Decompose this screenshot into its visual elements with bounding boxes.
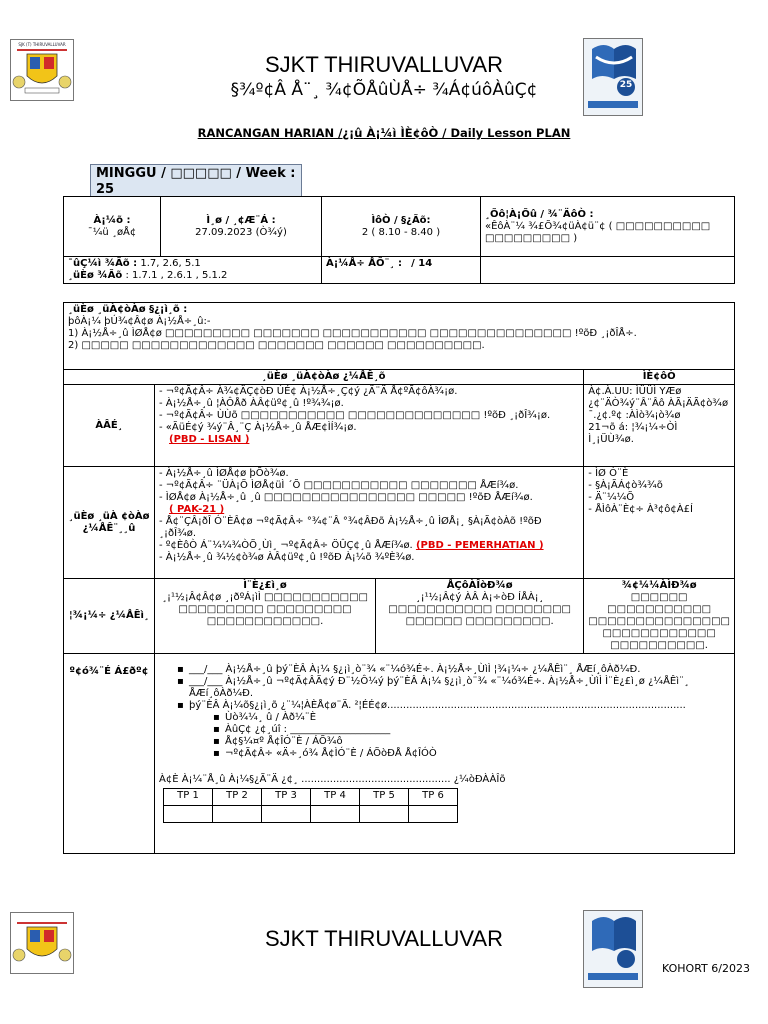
tp-cell[interactable]	[360, 806, 409, 823]
reason-item: ▪ Å¢§¼¤º Å¢ÎÓ¨È / ÁÕ¾ô	[213, 736, 730, 748]
row-main-notes: - ÌØ Ó¨È - §À¡ÃÁ¢ò¾¾õ - Ä¨¼¼Õ - ÅÌôÀ¨È¢÷ À³¢ô¢À£Í	[584, 467, 735, 579]
followup-col-enrichment: ÅÇôÀÎòÐ¾ø ¸¡¹½¡Â¢ý ÀÂ À¡÷òÐ ÍÅÀ¡¸ □□□□□□□□□□□ □□□□□□□□ □□□□□□ □□□□□□□□□.	[376, 579, 584, 654]
tp-cell[interactable]	[164, 806, 213, 823]
tp-level-1: TP 1	[164, 789, 213, 806]
activity-header: ¸üÈø ¸üÀ¢òÀø ¿¼ÅÊ¸õ	[64, 370, 584, 385]
followup-col-remedial: Ì¨È¿£ì¸ø ¸¡¹½¡Â¢Â¢ø ¸¡ðºÁ¡ìÌ □□□□□□□□□□□ □□□□□□□□□ □□□□□□□□□ □□□□□□□□□□□□.	[155, 579, 376, 654]
reflection-line-1: ▪ ___/___ À¡½Å÷¸û þý¨ÈÂ À¡¼ §¿¡ì¸ò¨¾ «¨¼ó¾É÷. À¡½Å÷¸ÙìÌ ¦¾¡¼÷ ¿¼ÅÊì¨¸ ÅÆí¸ôÀð¼Ð.	[177, 664, 730, 676]
week-box	[90, 164, 302, 197]
tp-level-5: TP 5	[360, 789, 409, 806]
followup-label: ¦¾¡¼÷ ¿¼ÅÊì¸	[64, 579, 155, 654]
reason-item: ▪ ÀûÇ¢ ¿¢¸úî : ____________________	[213, 724, 730, 736]
reason-item: ▪ ¬º¢Ã¢Â÷ «Ä÷¸ó¾ Å¢ÌÓ¨È / ÁÕòÐÅ Å¢ÎÓÒ	[213, 748, 730, 760]
tp-level-3: TP 3	[262, 789, 311, 806]
row-intro-notes: À¢.À.UU: ÌÜÜÌ YÆø ¿¢¨ÄÒ¾ý¨Â¨Âô ÀÃ¡ÄÃ¢ò¾ø ¯.¿¢.º¢ :ÀÌò¾¡ò¾ø 21¬õ á: ¦¾¡¼÷ÒÌ Ì¸¡ÜÙ¾ø.	[584, 385, 735, 467]
week-label: MINGGU / □□□□□ / Week :	[96, 166, 296, 181]
row-intro-label: ÀÂÉ¸	[64, 385, 155, 467]
reflection-line-2: ▪ ___/___ À¡½Å÷¸û ¬º¢Ã¢ÂÃ¢ý Ð¨½Ô¼ý þý¨ÈÂ À¡¼ §¿¡ì¸ò¨¾ «¨¼ó¾É÷. À¡½Å÷¸ÙìÌ Ì¨È¿£ì¸ø ¿¼ÅÊì¨¸ ÅÆí¸ôÀð¼Ð.	[177, 676, 730, 700]
info-table	[63, 196, 735, 284]
pak21-tag: ( PAK-21 )	[169, 504, 225, 515]
school-subtitle: §¾º¢Â Å¨¸ ¾¢ÕÅûÙÅ÷ ¾Á¢úôÀûÇ¢	[230, 80, 538, 100]
notes-header: ÌÈ¢ôÒ	[584, 370, 735, 385]
row-main-content: - À¡½Å÷¸û ÌØÅ¢ø þÕò¾ø. - ¬º¢Ã¢Â÷ ¨ÜÀ¡Õ ÌØÅ¢üÌ ´Õ □□□□□□□□□□□ □□□□□□□ ÅÆí¾ø. - ÌØÅ¢ø À¡½Å÷¸û ¸û □□□□□□□□□□□□□□□□ □□□□□ !ºõÐ ÅÆí¾ø. ( PAK-21 ) - Å¢¨ÇÂ¡ðÎ Ó¨ÈÂ¢ø ¬º¢Ã¢Â÷ °¾¢¨Â °¾¢ÂÐõ À¡½Å÷¸û ÌØÅ¡¸ §À¡Ã¢òÀõ !ºõÐ ¸¡ðÎ¾ø. - º¢ÈôÒ Á¨¼¼¾ÒÕ¸Ùì¸ ¬º¢Ã¢Â÷ ÖÛÇ¢¸û ÅÆí¾ø. (PBD - PEMERHATIAN ) - À¡½Å÷¸û ¾½¢ò¾ø ÀÂ¢üº¢¸û !ºõÐ À¡¼õ ¾ºÈ¾ø.	[155, 467, 584, 579]
reflection-content	[155, 654, 735, 854]
main-table	[63, 302, 735, 854]
pbd-pemerhatian-tag: (PBD - PEMERHATIAN )	[415, 540, 544, 551]
reflection-label: º¢ó¾¨É Á£ðº¢	[64, 654, 155, 854]
topic-cell: ¸Õô¦À¡Õû / ¾¨ÄôÒ : «ÊôÀ¨¼ ¾£Õ¾¢üÀ¢ü¨¢ ( □□□□□□□□□□ □□□□□□□□□ )	[481, 197, 735, 257]
subject-cell: À¡¼õ : ¯¼ü ¸øÅ¢	[64, 197, 161, 257]
footer-badge-logo	[583, 910, 643, 988]
tp-level-4: TP 4	[311, 789, 360, 806]
badge-number: 25	[619, 80, 633, 90]
blank-cell	[481, 257, 735, 284]
plan-banner: RANCANGAN HARIAN /¿¡û À¡¼ì ÌÈ¢ôÒ / Daily Lesson PLAN	[197, 126, 571, 140]
reason-item: ▪ Ùò¾¼¸ û / Àð¼¨È	[213, 712, 730, 724]
standards-cell: ¯ûÇ¼ì ¾Ãõ : 1.7, 2.6, 5.1 ¸üÈø ¾Ãõ : 1.7.1 , 2.6.1 , 5.1.2	[64, 257, 322, 284]
tp-table	[163, 788, 458, 823]
tp-level-6: TP 6	[409, 789, 458, 806]
date-cell: Ì¸ø / ¸¢Æ¨Á : 27.09.2023 (Ò¾ý)	[161, 197, 322, 257]
tp-cell[interactable]	[311, 806, 360, 823]
footer-kohort-note: KOHORT 6/2023	[662, 962, 750, 975]
school-name: SJKT THIRUVALLUVAR	[265, 52, 503, 77]
tp-caption: À¢È À¡¼¨Å¸û À¡¼§¿Ã¨Ä ¿¢¸ ............................................... ¿¼òÐÀÀÎõ	[159, 774, 506, 785]
row-intro-content: - ¬º¢Ã¢Â÷ À¾¢ÄÇ¢òÐ ÚÉ¢ À¡½Å÷¸Ç¢ý ¿Ä¨Ä Å¢ºÃ¢ôÀ¾¡ø. - À¡½Å÷¸û ¦ÀÔÅð ÀÂ¢üº¢¸û !º¾¾¡ø. - ¬º¢Ã¢Â÷ ÙÙõ □□□□□□□□□□□ □□□□□□□□□□□□□□ !ºõÐ ¸¡ðÎ¾¡ø. - «ÃüÉ¢ý ¾ý¨Â¸¨Ç À¡½Å÷¸û ÅÆ¢ÌÍ¾¡ø. (PBD - LISAN )	[155, 385, 584, 467]
tp-cell[interactable]	[262, 806, 311, 823]
reflection-line-3: ▪ þý¨ÈÂ À¡¼õ§¿¡ì¸õ ¿¨¼¦ÀÈÅ¢ø¨Ä. ²¦ÉÉ¢ø..............................................................................................	[177, 700, 730, 712]
objectives-cell: ¸üÈø ¸üÀ¢òÀø §¿¡ì¸õ : þôÀ¡¼ þÚ¾¢Â¢ø À¡½Å÷¸û:- 1) À¡½Å÷¸û ÌØÅ¢ø □□□□□□□□□ □□□□□□□ □□□□□□□□□□□ □□□□□□□□□□□□□□□ !ºõÐ ¸¡ðÎÅ÷. 2) □□□□□ □□□□□□□□□□□□□ □□□□□□□ □□□□□□ □□□□□□□□□□.	[64, 303, 735, 370]
tp-cell[interactable]	[213, 806, 262, 823]
followup-col-planning: ¾¢¼¼ÀÌÐ¾ø □□□□□□ □□□□□□□□□□□ □□□□□□□□□□□□□□□ □□□□□□□□□□□□ □□□□□□□□□□.	[584, 579, 735, 654]
time-cell: ÌôÒ / §¿Ãõ: 2 ( 8.10 - 8.40 )	[322, 197, 481, 257]
footer-school-name: SJKT THIRUVALLUVAR	[265, 926, 503, 951]
tp-level-2: TP 2	[213, 789, 262, 806]
row-main-label: ¸üÈø ¸üÀ ¢òÀø ¿¼ÅÊ¨¸¸û	[64, 467, 155, 579]
attendance-cell: À¡¼Å÷ ÅÕ¨¸ : / 14	[322, 257, 481, 284]
week-number: 25	[96, 182, 115, 197]
pbd-lisan-tag: (PBD - LISAN )	[169, 434, 250, 445]
svg-text:SJK (T) THIRUVALLUVAR: SJK (T) THIRUVALLUVAR	[18, 42, 66, 47]
badge-icon	[584, 911, 642, 987]
tp-cell[interactable]	[409, 806, 458, 823]
